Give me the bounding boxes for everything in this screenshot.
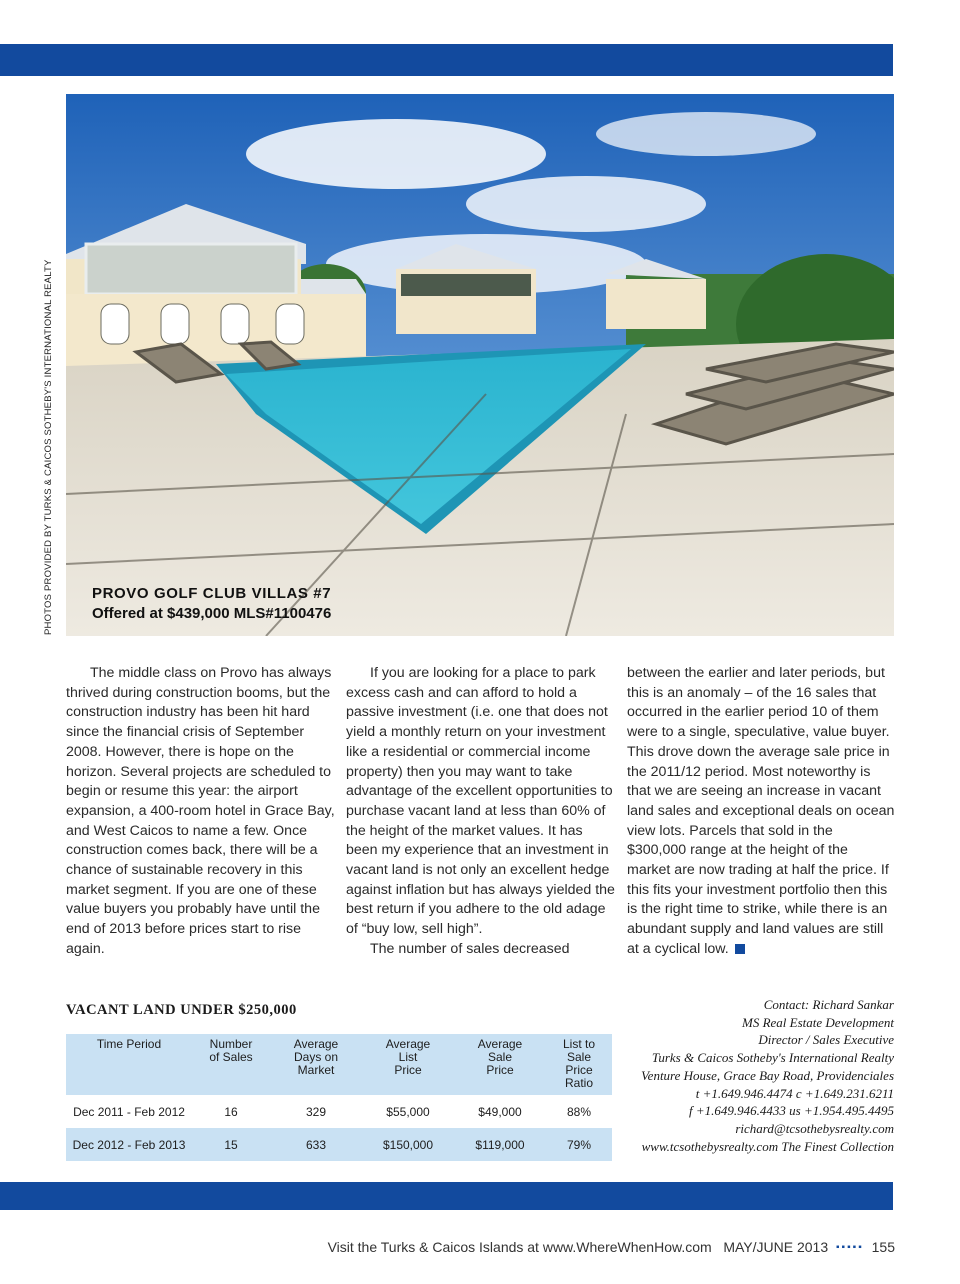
- contact-agency: Turks & Caicos Sotheby's International Realty: [651, 1050, 894, 1066]
- article-paragraph-text: between the earlier and later periods, but this is an anomaly – of the 16 sales that occurred in the earlier period 10 of them were to a single, speculative, value buyer. This drove down the average sale price in the 2011/12 period. Most noteworthy is that we are seeing an increase in vacant land sales and exceptional deals on ocean view lots. Parcels that sold in the $300,000 range at the height of the market are now trading at half the price. If this fits your investment portfolio then this is the right time to strike, while there is an abundant supply and land values are still at a cyclical low.: [627, 665, 895, 957]
- cell-ratio: 79%: [546, 1128, 612, 1161]
- footer-dots: ▪▪▪▪▪: [836, 1242, 864, 1253]
- article-column-1: [66, 664, 336, 960]
- cell-time-period: Dec 2012 - Feb 2013: [66, 1128, 192, 1161]
- table-row: [66, 1095, 612, 1128]
- top-color-band: [0, 44, 893, 76]
- caption-price: Offered at $439,000 MLS#1100476: [92, 605, 332, 622]
- cell-number-of-sales: 15: [192, 1128, 270, 1161]
- cell-number-of-sales: 16: [192, 1095, 270, 1128]
- contact-fax: f +1.649.946.4433 us +1.954.495.4495: [689, 1103, 894, 1119]
- article-column-2: [346, 664, 616, 960]
- cell-avg-sale-price: $49,000: [454, 1095, 546, 1128]
- page-number: 155: [871, 1239, 895, 1255]
- contact-website[interactable]: www.tcsothebysrealty.com The Finest Collection: [641, 1138, 894, 1154]
- article-paragraph: If you are looking for a place to park excess cash and can afford to hold a passive investment (i.e. one that does not yield a monthly return on your investment like a residential or commercial income property) then you may want to take advantage of the excellent opportunities to purchase vacant land at less than 60% of the height of the market values. It has been my experience that an investment in vacant land is not only an excellent hedge against inflation but has always yielded the best return if you adhere to the old adage of “buy low, sell high”.: [346, 665, 615, 938]
- contact-email[interactable]: richard@tcsothebysrealty.com: [735, 1120, 894, 1136]
- photo-credit: PHOTOS PROVIDED BY TURKS & CAICOS SOTHEBY'S INTERNATIONAL REALTY: [43, 259, 54, 635]
- table-header-row: [66, 1034, 612, 1095]
- header-list-to-sale-ratio: List to Sale Price Ratio: [546, 1034, 612, 1095]
- table-row: [66, 1128, 612, 1161]
- caption-property-name: PROVO GOLF CLUB VILLAS #7: [92, 585, 332, 602]
- cell-avg-sale-price: $119,000: [454, 1128, 546, 1161]
- photo-caption: [92, 584, 331, 624]
- header-avg-sale-price: Average Sale Price: [454, 1034, 546, 1095]
- header-number-of-sales: Number of Sales: [192, 1034, 270, 1095]
- cell-avg-days: 633: [270, 1128, 362, 1161]
- villa-pool-photo: [66, 94, 894, 636]
- table-title: VACANT LAND UNDER $250,000: [66, 1002, 297, 1018]
- contact-title: Director / Sales Executive: [758, 1032, 894, 1048]
- footer-text: Visit the Turks & Caicos Islands at www.WhereWhenHow.com: [327, 1239, 712, 1255]
- page-footer: [260, 1239, 895, 1255]
- article-paragraph: The middle class on Provo has always thrived during construction booms, but the construction industry has been hit hard since the financial crisis of September 2008. However, there is hope on the horizon. Several projects are scheduled to begin or resume this year: the airport expansion, a 400-room hotel in Grace Bay, and West Caicos to name a few. Once construction comes back, there will be a chance of sustainable recovery in this market segment. If you are one of these value buyers you probably have until the end of 2013 before prices start to rise again.: [66, 665, 335, 957]
- cell-avg-list-price: $55,000: [362, 1095, 454, 1128]
- contact-address: Venture House, Grace Bay Road, Providenciales: [641, 1067, 894, 1083]
- header-avg-days: Average Days on Market: [270, 1034, 362, 1095]
- header-time-period: Time Period: [66, 1034, 192, 1095]
- cell-avg-days: 329: [270, 1095, 362, 1128]
- article-paragraph: [627, 664, 895, 960]
- contact-phone: t +1.649.946.4474 c +1.649.231.6211: [695, 1085, 894, 1101]
- cell-avg-list-price: $150,000: [362, 1128, 454, 1161]
- footer-issue: MAY/JUNE 2013: [723, 1239, 829, 1255]
- contact-block: [610, 996, 894, 1155]
- bottom-color-band: [0, 1182, 893, 1210]
- cell-time-period: Dec 2011 - Feb 2012: [66, 1095, 192, 1128]
- cell-ratio: 88%: [546, 1095, 612, 1128]
- vacant-land-table: [66, 1034, 612, 1161]
- article-column-3: [627, 664, 895, 960]
- header-avg-list-price: Average List Price: [362, 1034, 454, 1095]
- end-of-article-mark: [735, 944, 745, 954]
- contact-name: Contact: Richard Sankar: [763, 997, 894, 1012]
- article-paragraph: The number of sales decreased: [370, 940, 570, 957]
- contact-company: MS Real Estate Development: [742, 1014, 894, 1030]
